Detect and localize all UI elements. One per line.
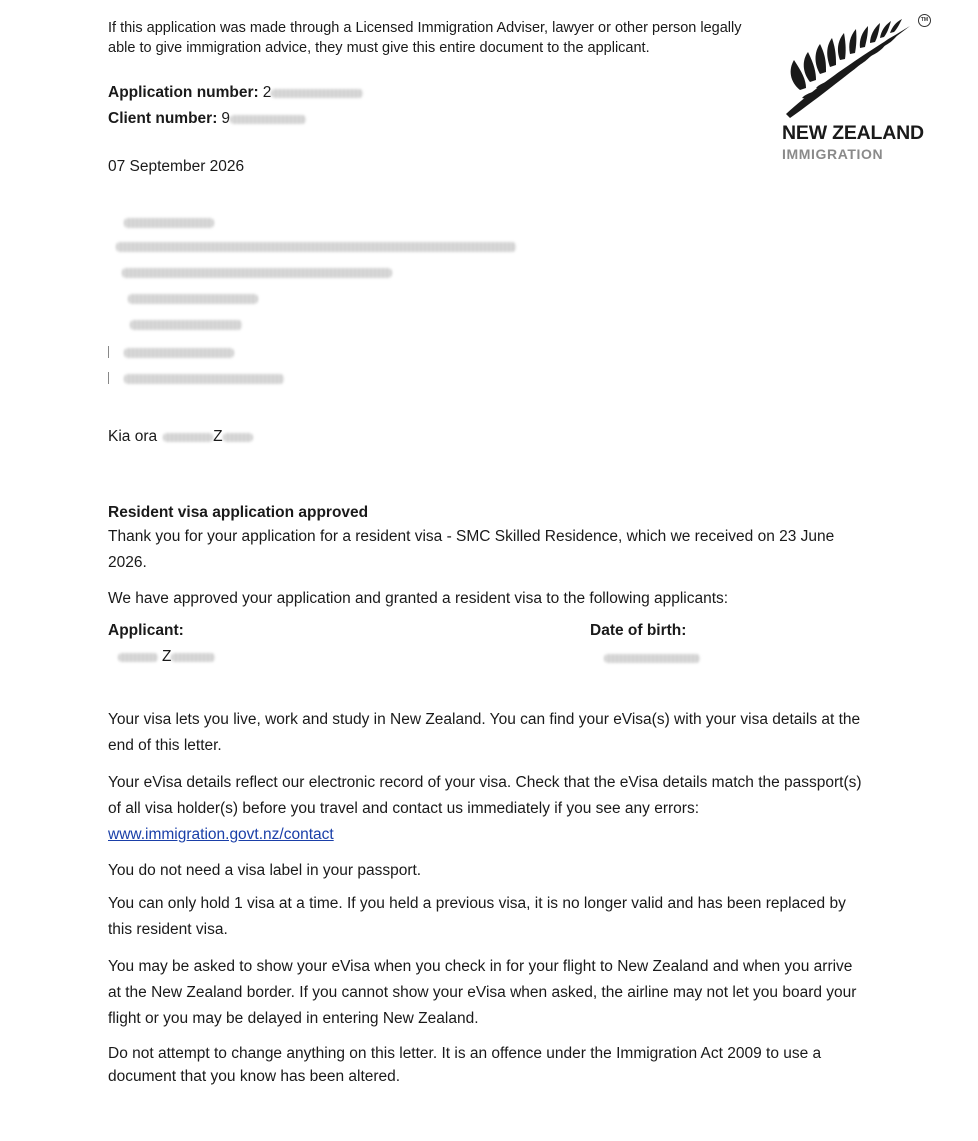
- redacted-address-line: [122, 268, 392, 278]
- offence-paragraph: Do not attempt to change anything on this letter. It is an offence under the Immigration Act 2009 to use a document that you know has been altered.: [108, 1045, 822, 1085]
- adviser-notice: If this application was made through a Licensed Immigration Adviser, lawyer or other person legally able to give immigration advice, they must give this entire document to the applicant.: [108, 20, 742, 56]
- client-number-label: Client number:: [108, 110, 218, 127]
- visa-rights-paragraph: Your visa lets you live, work and study in New Zealand. You can find your eVisa(s) with your visa details at the end of this letter.: [108, 711, 861, 754]
- contact-link[interactable]: www.immigration.govt.nz/contact: [108, 826, 334, 843]
- one-visa-paragraph: You can only hold 1 visa at a time. If you held a previous visa, it is no longer valid and has been replaced by this resident visa.: [108, 895, 846, 938]
- redacted-address-line: [128, 294, 258, 304]
- thank-you-paragraph: Thank you for your application for a resident visa - SMC Skilled Residence, which we received on 23 June 2026.: [108, 528, 835, 571]
- show-evisa-paragraph: You may be asked to show your eVisa when you check in for your flight to New Zealand and when you arrive at the New Zealand border. If you cannot show your eVisa when asked, the airline may not let you board your flight or you may be delayed in entering New Zealand.: [108, 958, 857, 1027]
- dob-row: [604, 650, 700, 668]
- redacted-address-line: [124, 374, 284, 384]
- redaction-mark: [108, 346, 109, 358]
- redacted-first-name: [163, 433, 213, 442]
- application-number-row: [108, 80, 363, 106]
- redacted-applicant-surname: [171, 653, 215, 662]
- greeting-text: Kia ora: [108, 428, 158, 445]
- evisa-details-text: Your eVisa details reflect our electronic record of your visa. Check that the eVisa details match the passport(s) of all visa holder(s) before you travel and contact us immediately if you see any errors:: [108, 774, 862, 817]
- redacted-date-of-birth: [604, 654, 700, 663]
- section-heading: Resident visa application approved: [108, 504, 369, 521]
- greeting-visible-initial: Z: [213, 428, 223, 445]
- greeting: [108, 428, 253, 446]
- logo-subline: IMMIGRATION: [782, 146, 884, 162]
- dob-label: Date of birth:: [590, 622, 687, 639]
- redacted-application-number: [271, 89, 363, 98]
- visa-label-paragraph: You do not need a visa label in your passport.: [108, 862, 422, 879]
- application-number-label: Application number:: [108, 84, 259, 101]
- applicant-label: Applicant:: [108, 622, 184, 639]
- redacted-address-line: [124, 348, 234, 358]
- redacted-applicant-first: [118, 653, 158, 662]
- client-number-row: [108, 106, 363, 132]
- redaction-mark: [108, 372, 109, 384]
- redacted-surname: [223, 433, 253, 442]
- reference-numbers: [108, 80, 363, 132]
- redacted-client-number: [230, 115, 306, 124]
- approved-paragraph: We have approved your application and granted a resident visa to the following applicants:: [108, 590, 729, 607]
- trademark-icon: TM: [918, 14, 931, 27]
- application-number-value: 2: [262, 84, 272, 101]
- redacted-address-line: [116, 242, 516, 252]
- evisa-details-paragraph: [108, 770, 868, 848]
- redacted-address-line: [124, 218, 214, 228]
- client-number-value: 9: [221, 110, 230, 127]
- approval-section: [108, 502, 868, 576]
- redacted-address-line: [130, 320, 242, 330]
- letter-date: 07 September 2026: [108, 158, 245, 175]
- applicant-visible-initial: Z: [162, 648, 172, 665]
- applicant-row: [118, 648, 215, 666]
- logo-wordmark: NEW ZEALAND: [782, 122, 924, 144]
